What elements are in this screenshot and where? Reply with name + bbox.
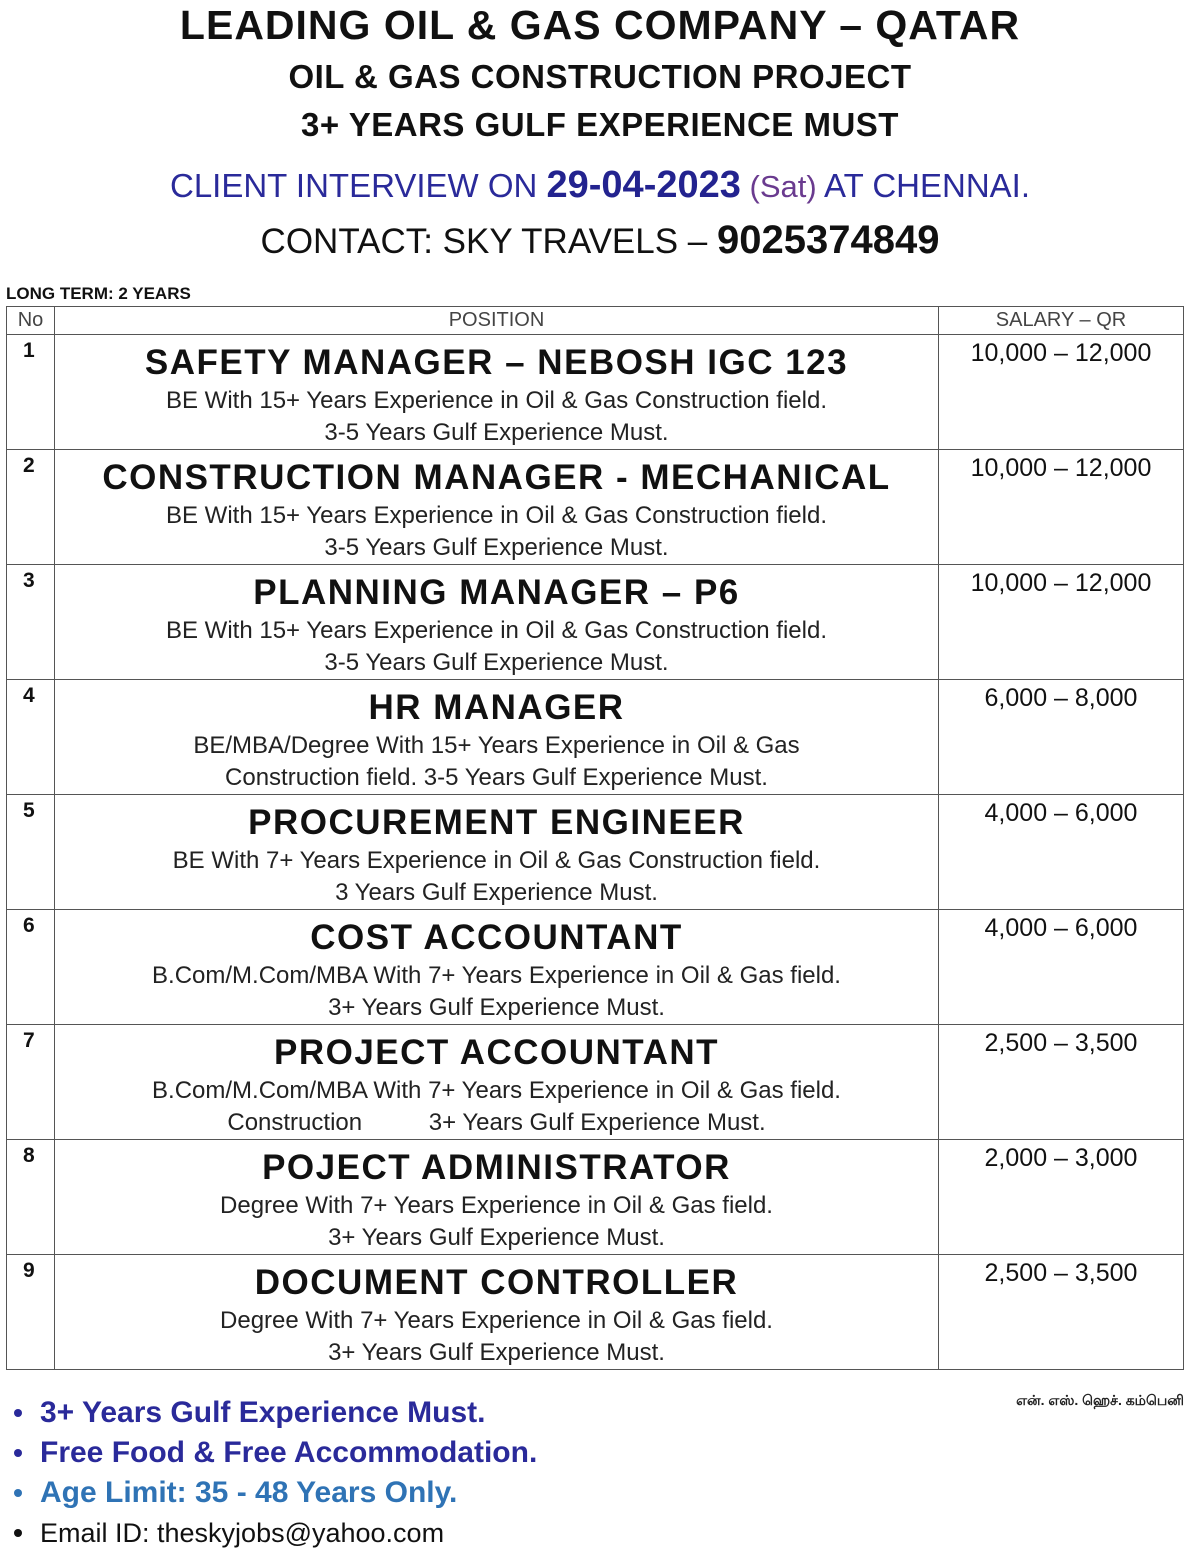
table-row [7,1025,1184,1140]
subtitle-project: OIL & GAS CONSTRUCTION PROJECT [288,58,912,95]
note-text: Age Limit: 35 - 48 Years Only. [40,1476,458,1509]
position-title: DOCUMENT CONTROLLER [254,1263,739,1302]
position-gulf-requirement: 3 Years Gulf Experience Must. [335,879,658,906]
position-requirement: B.Com/M.Com/MBA With 7+ Years Experience in Oil & Gas field. [152,962,841,989]
interview-day: (Sat) [740,169,817,204]
table-row [7,335,1184,450]
position-requirement: BE/MBA/Degree With 15+ Years Experience in Oil & Gas [193,732,800,759]
headline: LEADING OIL & GAS COMPANY – QATAR [179,2,1021,48]
row-number: 1 [7,335,55,450]
note-gulf-experience [10,1394,537,1432]
note-food-accommodation [10,1434,537,1472]
bullet-icon [14,1529,22,1537]
table-row [7,680,1184,795]
interview-date: 29-04-2023 [546,164,741,206]
row-number: 4 [7,680,55,795]
subtitle-experience: 3+ YEARS GULF EXPERIENCE MUST [301,106,899,143]
position-gulf-requirement: 3-5 Years Gulf Experience Must. [324,534,669,561]
salary-cell: 2,500 – 3,500 [939,1025,1184,1140]
table-row [7,795,1184,910]
position-title: PROCUREMENT ENGINEER [248,803,745,842]
position-title: HR MANAGER [368,688,625,727]
position-requirement: BE With 15+ Years Experience in Oil & Gas Construction field. [166,387,827,414]
header-position: POSITION [55,307,939,335]
interview-location: AT CHENNAI. [816,167,1031,204]
note-text: 3+ Years Gulf Experience Must. [40,1396,486,1429]
position-gulf-requirement: Construction 3+ Years Gulf Experience Must. [227,1109,766,1136]
note-text: Email ID: theskyjobs@yahoo.com [40,1518,445,1548]
position-gulf-requirement: 3-5 Years Gulf Experience Must. [324,649,669,676]
position-gulf-requirement: Construction field. 3-5 Years Gulf Experience Must. [225,764,768,791]
row-number: 2 [7,450,55,565]
salary-cell: 2,000 – 3,000 [939,1140,1184,1255]
note-text: Free Food & Free Accommodation. [40,1436,538,1469]
row-number: 6 [7,910,55,1025]
long-term-label: LONG TERM: 2 YEARS [6,284,191,303]
tamil-caption: என். எஸ். ஹெச். கம்பெனி [1016,1392,1184,1408]
position-title: COST ACCOUNTANT [310,918,683,957]
position-cell [55,680,939,795]
position-cell [55,565,939,680]
row-number: 7 [7,1025,55,1140]
contact-label: CONTACT: SKY TRAVELS – [260,222,717,261]
row-number: 3 [7,565,55,680]
position-cell [55,450,939,565]
table-row [7,1255,1184,1370]
row-number: 5 [7,795,55,910]
position-cell [55,335,939,450]
salary-cell: 10,000 – 12,000 [939,335,1184,450]
bullet-icon [14,1489,22,1497]
position-gulf-requirement: 3+ Years Gulf Experience Must. [328,994,665,1021]
interview-prefix: CLIENT INTERVIEW ON [169,167,547,204]
header-no: No [7,307,55,335]
position-cell [55,1255,939,1370]
table-row [7,910,1184,1025]
salary-cell: 6,000 – 8,000 [939,680,1184,795]
table-row [7,450,1184,565]
position-cell [55,795,939,910]
row-number: 8 [7,1140,55,1255]
position-cell [55,910,939,1025]
salary-cell: 10,000 – 12,000 [939,565,1184,680]
row-number: 9 [7,1255,55,1370]
header-salary: SALARY – QR [939,307,1184,335]
salary-cell: 4,000 – 6,000 [939,795,1184,910]
contact-phone: 9025374849 [716,218,940,262]
position-requirement: Degree With 7+ Years Experience in Oil & Gas field. [220,1192,773,1219]
bullet-icon [14,1409,22,1417]
note-age-limit [10,1474,537,1512]
salary-cell: 2,500 – 3,500 [939,1255,1184,1370]
salary-cell: 10,000 – 12,000 [939,450,1184,565]
position-title: PLANNING MANAGER – P6 [253,573,740,612]
jobs-table [6,306,1184,1370]
position-cell [55,1140,939,1255]
salary-cell: 4,000 – 6,000 [939,910,1184,1025]
interview-line [0,164,1200,207]
position-title: POJECT ADMINISTRATOR [262,1148,731,1187]
table-row [7,565,1184,680]
position-gulf-requirement: 3+ Years Gulf Experience Must. [328,1224,665,1251]
position-requirement: BE With 7+ Years Experience in Oil & Gas Construction field. [172,847,821,874]
position-cell [55,1025,939,1140]
position-title: SAFETY MANAGER – NEBOSH IGC 123 [144,343,849,382]
bullet-icon [14,1449,22,1457]
contact-line [0,218,1200,263]
note-email [10,1514,537,1552]
position-requirement: BE With 15+ Years Experience in Oil & Gas Construction field. [166,502,827,529]
position-requirement: Degree With 7+ Years Experience in Oil & Gas field. [220,1307,773,1334]
table-header-row [7,307,1184,335]
notes-list [10,1394,537,1552]
position-gulf-requirement: 3+ Years Gulf Experience Must. [328,1339,665,1366]
position-title: CONSTRUCTION MANAGER - MECHANICAL [102,458,891,497]
position-requirement: BE With 15+ Years Experience in Oil & Gas Construction field. [166,617,827,644]
table-row [7,1140,1184,1255]
position-gulf-requirement: 3-5 Years Gulf Experience Must. [324,419,669,446]
position-title: PROJECT ACCOUNTANT [273,1033,720,1072]
position-requirement: B.Com/M.Com/MBA With 7+ Years Experience in Oil & Gas field. [152,1077,841,1104]
